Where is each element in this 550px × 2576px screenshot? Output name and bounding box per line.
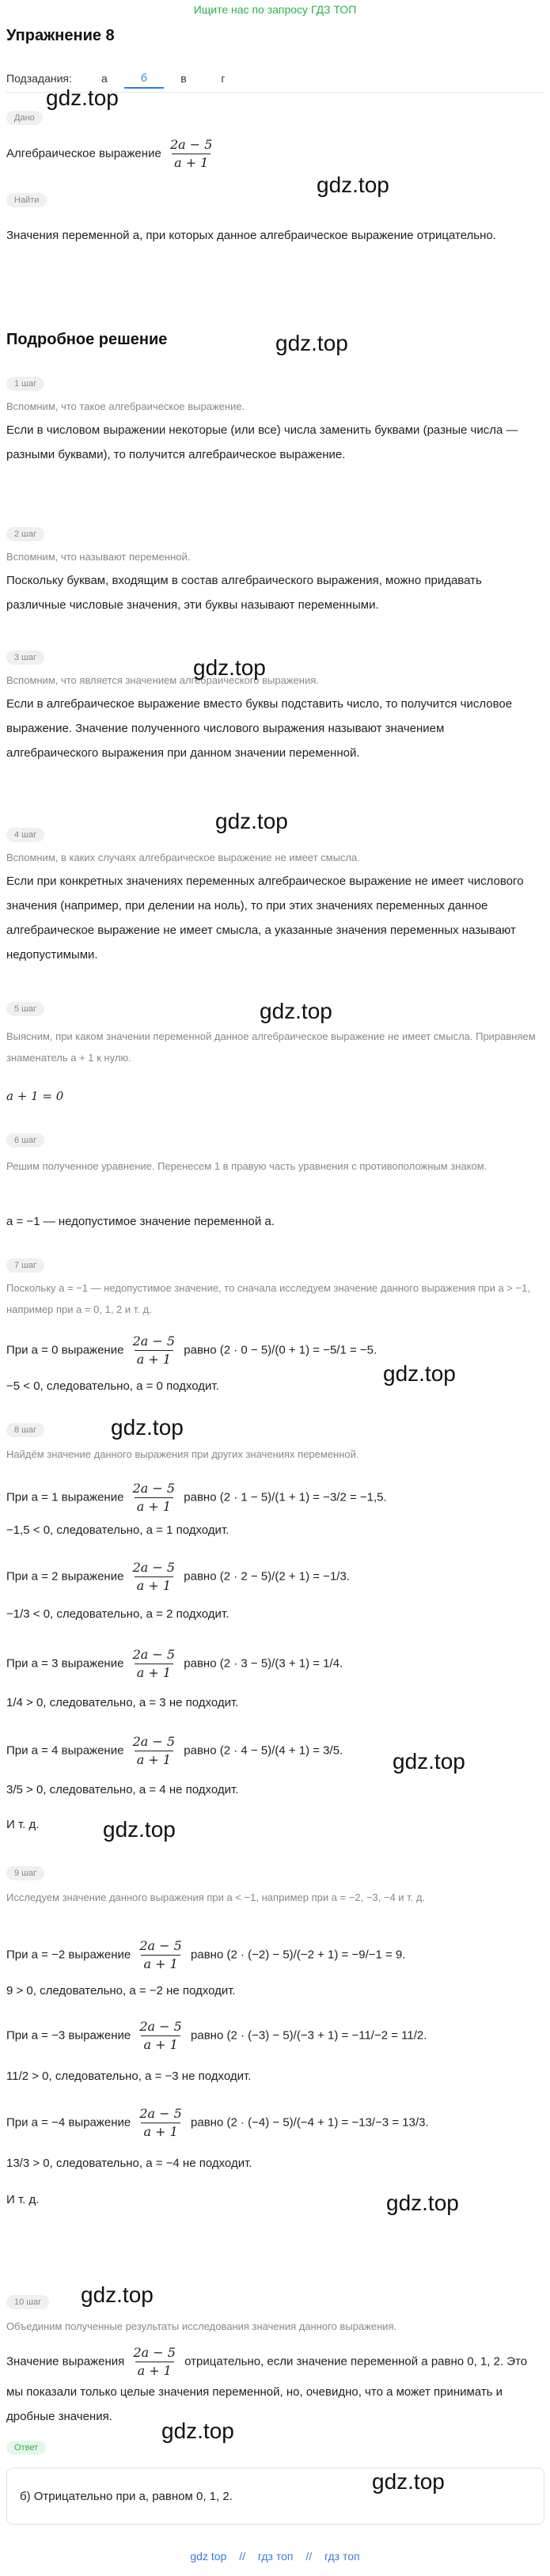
step-10-pill: 10 шаг xyxy=(6,2295,49,2309)
watermark: gdz.top xyxy=(386,2191,459,2215)
row-calc: равно (2 · 3 − 5)/(3 + 1) = 1/4. xyxy=(184,1656,343,1671)
footer-links xyxy=(0,2550,550,2563)
step-7-note: Поскольку a = −1 — недопустимое значение, то сначала исследуем значение данного выражения при a > −1, например при a = 0, 1, 2 и т. д. xyxy=(6,1282,530,1315)
watermark: gdz.top xyxy=(103,1817,176,1842)
step-5-equation: a + 1 = 0 xyxy=(6,1089,64,1103)
step-7-conclusion: −5 < 0, следовательно, a = 0 подходит. xyxy=(6,1379,219,1393)
step-8-row-4-conclusion: 3/5 > 0, следовательно, a = 4 не подходит. xyxy=(6,1783,239,1796)
expr-fraction xyxy=(131,2344,177,2380)
answer-text: б) Отрицательно при a, равном 0, 1, 2. xyxy=(20,2490,233,2503)
step-7-lead: При a = 0 выражение xyxy=(6,1343,124,1357)
watermark: gdz.top xyxy=(393,1749,465,1774)
fraction-denominator: a + 1 xyxy=(141,2035,180,2054)
step-1-text: Если в числовом выражении некоторые (или все) числа заменить буквами (разные числа — разными буквами), то получится алгебраическое выражение. xyxy=(6,423,518,461)
expr-fraction xyxy=(131,1559,177,1595)
step-8-pill: 8 шаг xyxy=(6,1423,44,1437)
footer-link[interactable]: gdz top xyxy=(190,2550,227,2563)
step-3-note: Вспомним, что является значением алгебраического выражения. xyxy=(6,674,319,686)
find-pill: Найти xyxy=(6,193,47,207)
watermark: gdz.top xyxy=(317,173,389,197)
fraction-denominator: a + 1 xyxy=(172,154,211,172)
watermark: gdz.top xyxy=(260,999,332,1023)
row-calc: равно (2 · (−3) − 5)/(−3 + 1) = −11/−2 = 11/2. xyxy=(191,2028,427,2043)
watermark: gdz.top xyxy=(383,1361,456,1386)
expr-fraction xyxy=(131,1646,177,1682)
step-6-text: a = −1 — недопустимое значение переменной a. xyxy=(6,1215,275,1228)
step-5-note: Выясним, при каком значении переменной данное алгебраическое выражение не имеет смысла. Приравняем знаменатель a + 1 к нулю. xyxy=(6,1030,536,1064)
answer-pill: Ответ xyxy=(6,2441,46,2455)
step-3-text: Если в алгебраическое выражение вместо буквы подставить число, то получится числовое выражение. Значение полученного числового выражения называют значением алгебраического выражения при данном значении переменной. xyxy=(6,697,513,760)
step-4-pill: 4 шаг xyxy=(6,828,44,842)
step-8-row-3 xyxy=(6,1646,343,1682)
step-1-pill: 1 шаг xyxy=(6,377,44,391)
tab-b[interactable]: б xyxy=(124,68,164,89)
step-9-row-1-conclusion: 9 > 0, следовательно, a = −2 не подходит. xyxy=(6,1984,236,1997)
given-label: Алгебраическое выражение xyxy=(6,146,161,161)
row-calc: равно (2 · (−2) − 5)/(−2 + 1) = −9/−1 = 9. xyxy=(191,1948,406,1962)
expr-fraction xyxy=(137,1937,184,1973)
fraction-numerator: 2a − 5 xyxy=(132,1647,176,1662)
step-8-etc: И т. д. xyxy=(6,1818,40,1831)
given-pill: Дано xyxy=(6,111,43,125)
watermark: gdz.top xyxy=(372,2469,445,2494)
watermark: gdz.top xyxy=(275,331,348,355)
fraction-numerator: 2a − 5 xyxy=(139,2106,182,2121)
step-2-note: Вспомним, что называют переменной. xyxy=(6,551,191,563)
expr-fraction xyxy=(131,1333,177,1368)
subtasks-label: Подзадания: xyxy=(6,72,72,85)
solution-title: Подробное решение xyxy=(6,331,168,348)
row-lead: При a = 3 выражение xyxy=(6,1656,124,1671)
step-9-row-1 xyxy=(6,1937,405,1973)
step-8-row-3-conclusion: 1/4 > 0, следовательно, a = 3 не подходит. xyxy=(6,1696,239,1709)
watermark: gdz.top xyxy=(111,1415,184,1440)
expr-fraction xyxy=(137,2105,184,2141)
step-10-note: Объединим полученные результаты исследования значения данного выражения. xyxy=(6,2320,397,2332)
tab-v[interactable]: в xyxy=(180,72,187,85)
fraction-numerator: 2a − 5 xyxy=(139,2019,182,2034)
step-9-etc: И т. д. xyxy=(6,2193,40,2206)
step-2-pill: 2 шаг xyxy=(6,527,44,541)
expr-fraction xyxy=(131,1480,177,1516)
footer-link[interactable]: гдз топ xyxy=(257,2550,294,2563)
answer-box xyxy=(6,2468,544,2525)
given-fraction xyxy=(168,136,214,172)
row-lead: При a = 1 выражение xyxy=(6,1490,124,1504)
step-5-pill: 5 шаг xyxy=(6,1002,44,1016)
fraction-numerator: 2a − 5 xyxy=(132,1334,176,1349)
step-8-row-2 xyxy=(6,1559,350,1595)
step-8-row-2-conclusion: −1/3 < 0, следовательно, a = 2 подходит. xyxy=(6,1607,229,1621)
fraction-numerator: 2a − 5 xyxy=(133,2345,176,2360)
step-8-row-1-conclusion: −1,5 < 0, следовательно, a = 1 подходит. xyxy=(6,1523,229,1537)
step-4-text: Если при конкретных значениях переменных алгебраическое выражение не имеет числового значения (например, при делении на ноль), то при этих значениях переменных данное алгебраическое выражение не имеет смысла, а указанные значения переменных называют недопустимыми. xyxy=(6,874,524,962)
fraction-numerator: 2a − 5 xyxy=(139,1938,182,1953)
step-10-rest: отрицательно, если значение переменной a равно 0, 1, 2. Это мы показали только целые значения переменной, но, очевидно, что a может принимать и дробные значения. xyxy=(6,2354,528,2423)
expr-fraction xyxy=(137,2018,184,2054)
fraction-numerator: 2a − 5 xyxy=(132,1560,176,1575)
step-10-text xyxy=(6,2344,537,2429)
step-9-row-2 xyxy=(6,2018,427,2054)
fraction-denominator: a + 1 xyxy=(135,1350,173,1368)
step-3-pill: 3 шаг xyxy=(6,651,44,665)
step-8-note: Найдём значение данного выражения при других значениях переменной. xyxy=(6,1448,359,1460)
fraction-numerator: 2a − 5 xyxy=(169,137,213,152)
search-banner[interactable]: Ищите нас по запросу ГДЗ ТОП xyxy=(193,3,357,16)
step-8-row-4 xyxy=(6,1733,343,1769)
footer-separator: // xyxy=(305,2550,313,2563)
step-6-note: Решим полученное уравнение. Перенесем 1 в правую часть уравнения с противоположным знаком. xyxy=(6,1160,487,1172)
step-9-row-2-conclusion: 11/2 > 0, следовательно, a = −3 не подходит. xyxy=(6,2070,252,2083)
row-lead: При a = 4 выражение xyxy=(6,1743,124,1758)
step-10-lead: Значение выражения xyxy=(6,2354,125,2369)
row-calc: равно (2 · 4 − 5)/(4 + 1) = 3/5. xyxy=(184,1743,343,1758)
step-9-note: Исследуем значение данного выражения при a < −1, например при a = −2, −3, −4 и т. д. xyxy=(6,1891,426,1903)
row-calc: равно (2 · (−4) − 5)/(−4 + 1) = −13/−3 = 13/3. xyxy=(191,2115,429,2130)
fraction-numerator: 2a − 5 xyxy=(132,1734,176,1749)
watermark: gdz.top xyxy=(46,85,119,110)
tab-g[interactable]: г xyxy=(221,72,226,85)
row-calc: равно (2 · 1 − 5)/(1 + 1) = −3/2 = −1,5. xyxy=(184,1490,387,1504)
fraction-denominator: a + 1 xyxy=(135,1751,173,1769)
step-4-note: Вспомним, в каких случаях алгебраическое выражение не имеет смысла. xyxy=(6,852,360,863)
step-9-row-3-conclusion: 13/3 > 0, следовательно, a = −4 не подходит. xyxy=(6,2157,252,2170)
watermark: gdz.top xyxy=(215,809,288,833)
find-text: Значения переменной a, при которых данное алгебраическое выражение отрицательно. xyxy=(6,229,496,242)
step-6-pill: 6 шаг xyxy=(6,1133,44,1148)
tab-a[interactable]: а xyxy=(101,72,108,85)
step-7-pill: 7 шаг xyxy=(6,1258,44,1273)
expr-fraction xyxy=(131,1733,177,1769)
row-lead: При a = 2 выражение xyxy=(6,1569,124,1584)
row-calc: равно (2 · 2 − 5)/(2 + 1) = −1/3. xyxy=(184,1569,350,1584)
fraction-denominator: a + 1 xyxy=(135,1497,173,1516)
footer-separator: // xyxy=(239,2550,245,2563)
fraction-denominator: a + 1 xyxy=(135,1664,173,1682)
watermark: gdz.top xyxy=(193,655,266,680)
step-8-row-1 xyxy=(6,1480,387,1516)
fraction-numerator: 2a − 5 xyxy=(132,1481,176,1496)
row-lead: При a = −4 выражение xyxy=(6,2115,131,2130)
step-1-note: Вспомним, что такое алгебраическое выражение. xyxy=(6,400,245,412)
fraction-denominator: a + 1 xyxy=(141,1955,180,1973)
step-9-pill: 9 шаг xyxy=(6,1866,44,1880)
fraction-denominator: a + 1 xyxy=(135,1576,173,1595)
watermark: gdz.top xyxy=(81,2282,154,2307)
given-text xyxy=(6,136,218,172)
exercise-title: Упражнение 8 xyxy=(6,27,115,44)
step-9-row-3 xyxy=(6,2105,429,2141)
fraction-denominator: a + 1 xyxy=(141,2123,180,2141)
step-7-result: равно (2 · 0 − 5)/(0 + 1) = −5/1 = −5. xyxy=(184,1343,377,1357)
row-lead: При a = −3 выражение xyxy=(6,2028,131,2043)
step-2-text: Поскольку буквам, входящим в состав алгебраического выражения, можно придавать различные числовые значения, эти буквы называют переменными. xyxy=(6,574,482,612)
row-lead: При a = −2 выражение xyxy=(6,1948,131,1962)
subtask-tabs xyxy=(6,68,243,89)
watermark: gdz.top xyxy=(161,2419,234,2443)
step-7-calc xyxy=(6,1333,377,1368)
footer-link[interactable]: гдз топ xyxy=(324,2550,360,2563)
fraction-denominator: a + 1 xyxy=(135,2362,174,2380)
